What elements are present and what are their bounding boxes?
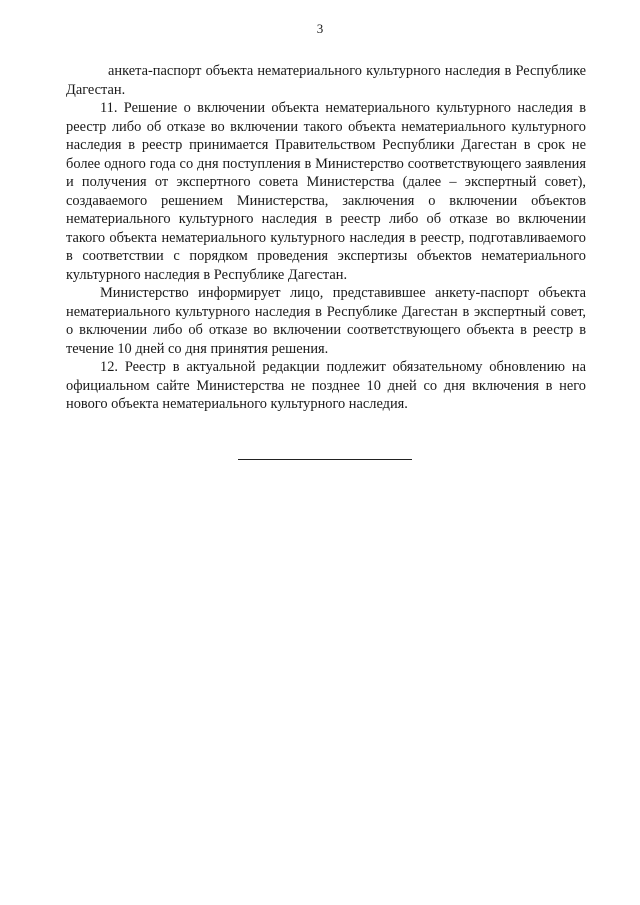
- paragraph-item-11: 11. Решение о включении объекта нематериального культурного наследия в реестр либо об отказе во включении такого объекта нематериального культурного наследия в реестр принимается Правительством Республики Дагестан в срок не более одного года со дня поступления в Министерство соответствующего заявления и получения от экспертного совета Министерства (далее – экспертный совет), создаваемого решением Министерства, заключения о включении объектов нематериального культурного наследия в реестр либо об отказе во включении такого объекта нематериального культурного наследия в реестр, подготавливаемого в соответствии с порядком проведения экспертизы объектов нематериального культурного наследия в Республике Дагестан.: [66, 100, 586, 283]
- document-body: [66, 62, 586, 414]
- paragraph-continuation: анкета-паспорт объекта нематериального культурного наследия в Республике Дагестан.: [66, 63, 586, 98]
- paragraph-item-12: 12. Реестр в актуальной редакции подлежит обязательному обновлению на официальном сайте Министерства не позднее 10 дней со дня включения в него нового объекта нематериального культурного наследия.: [66, 359, 586, 412]
- paragraph-ministry-notification: Министерство информирует лицо, представившее анкету-паспорт объекта нематериального культурного наследия в Республике Дагестан в экспертный совет, о включении либо об отказе во включении соответствующего объекта в реестр в течение 10 дней со дня принятия решения.: [66, 285, 586, 357]
- closing-divider: [238, 459, 412, 460]
- page-number: 3: [316, 21, 324, 36]
